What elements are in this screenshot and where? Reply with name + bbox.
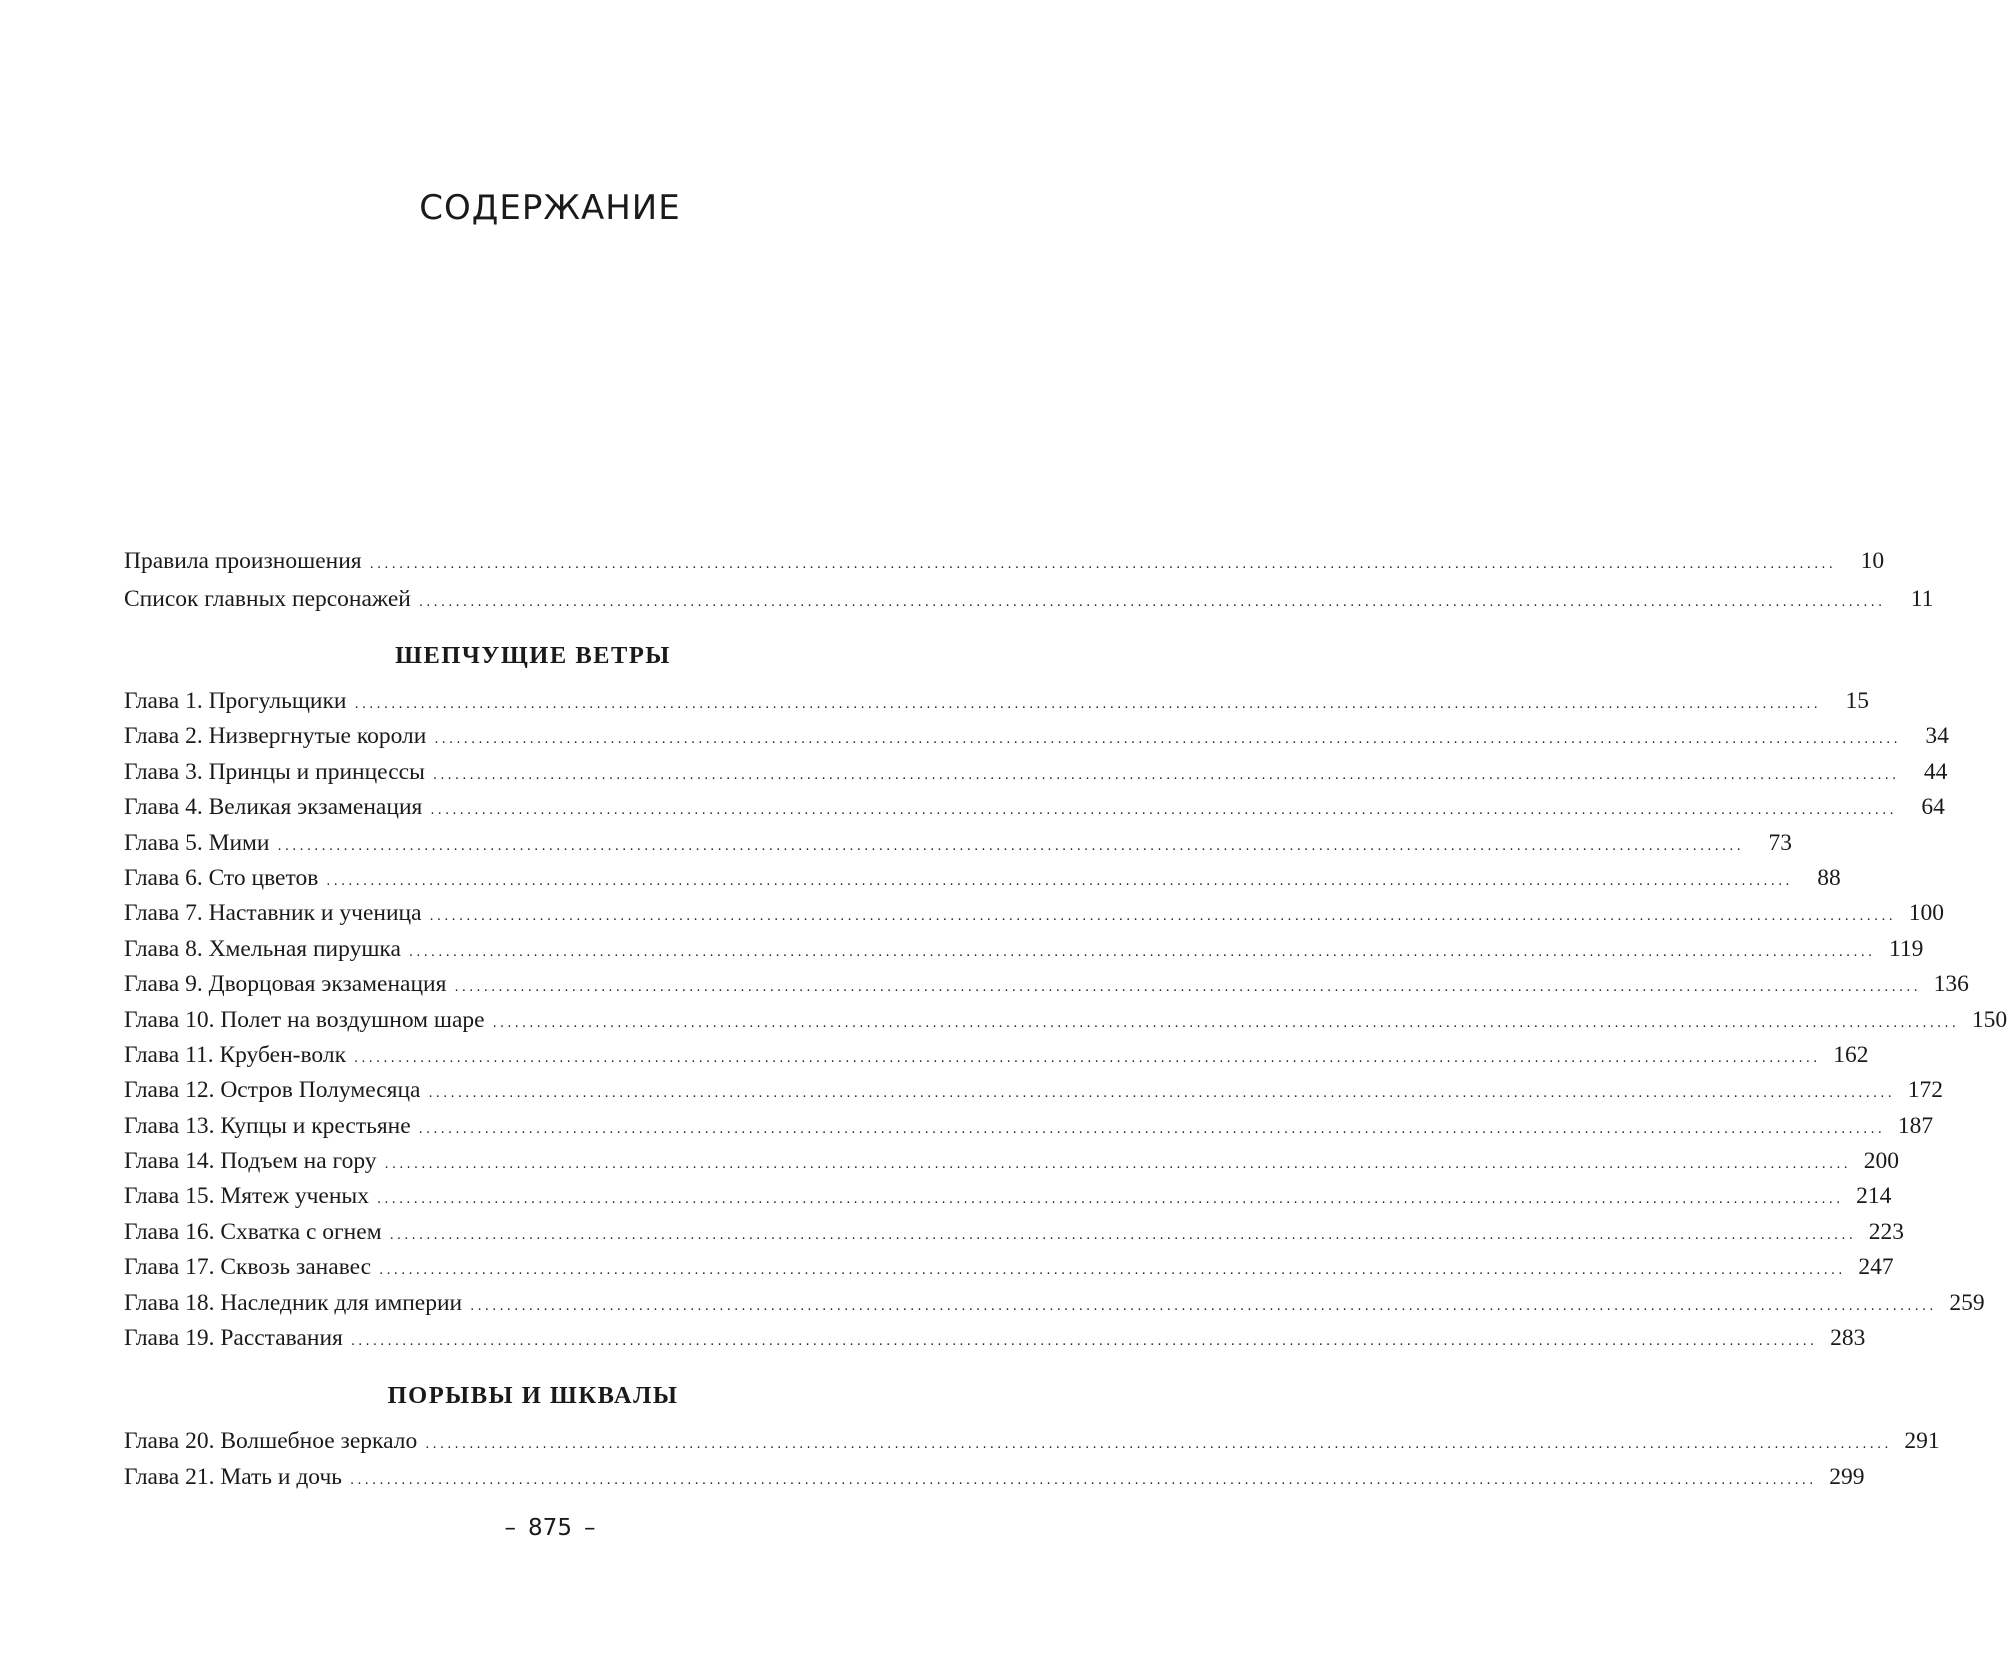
toc-entry-page: 299 xyxy=(1829,1463,1865,1490)
part-heading-whispering-winds: ШЕПЧУЩИЕ ВЕТРЫ xyxy=(395,642,671,669)
toc-entry[interactable] xyxy=(124,1424,1940,1459)
dot-leader: ........................................................................................................................................................................................................ xyxy=(432,767,1900,783)
toc-entry-title: Глава 19. Расставания xyxy=(124,1325,343,1352)
toc-entry[interactable] xyxy=(124,1321,1866,1356)
toc-entry[interactable] xyxy=(124,1109,1934,1144)
toc-entry-page: 73 xyxy=(1768,829,1792,856)
dot-leader: ........................................................................................................................................................................................................ xyxy=(434,732,1901,748)
toc-entry-page: 200 xyxy=(1863,1148,1899,1175)
dot-leader: ........................................................................................................................................................................................................ xyxy=(350,1334,1818,1350)
toc-entry-title: Глава 3. Принцы и принцессы xyxy=(124,758,425,785)
toc-entry[interactable] xyxy=(124,719,1949,754)
toc-entry-page: 259 xyxy=(1949,1289,1985,1316)
dot-leader: ........................................................................................................................................................................................................ xyxy=(349,1472,1817,1488)
dot-leader: ........................................................................................................................................................................................................ xyxy=(454,980,1921,996)
dot-leader: ........................................................................................................................................................................................................ xyxy=(369,557,1837,572)
toc-entry-page: 136 xyxy=(1933,971,1969,998)
table-of-contents xyxy=(124,542,2007,1495)
toc-entry[interactable] xyxy=(124,1460,1865,1495)
dot-leader: ........................................................................................................................................................................................................ xyxy=(379,1263,1846,1279)
dot-leader: ........................................................................................................................................................................................................ xyxy=(389,1227,1857,1243)
toc-entry-title: Глава 13. Купцы и крестьяне xyxy=(124,1112,411,1139)
toc-entry[interactable] xyxy=(124,932,1924,967)
toc-entry-title: Правила произношения xyxy=(124,548,362,574)
toc-entry-page: 10 xyxy=(1860,548,1885,574)
toc-entry-characters[interactable] xyxy=(124,580,1934,618)
toc-entry-title: Глава 17. Сквозь занавес xyxy=(124,1254,372,1281)
part-one-chapter-list xyxy=(124,684,2007,1356)
dot-leader: ........................................................................................................................................................................................................ xyxy=(418,1121,1886,1137)
toc-entry-page: 44 xyxy=(1923,758,1948,785)
dot-leader: ........................................................................................................................................................................................................ xyxy=(492,1015,1960,1031)
toc-entry-page: 64 xyxy=(1921,794,1945,821)
toc-entry-page: 187 xyxy=(1897,1112,1934,1139)
toc-entry-title: Глава 18. Наследник для империи xyxy=(124,1289,463,1316)
toc-entry[interactable] xyxy=(124,1003,2007,1038)
toc-entry-page: 291 xyxy=(1904,1428,1940,1455)
toc-entry-page: 34 xyxy=(1925,723,1949,750)
dot-leader: ........................................................................................................................................................................................................ xyxy=(354,697,1821,712)
toc-entry-page: 283 xyxy=(1830,1325,1866,1352)
toc-entry-title: Глава 1. Прогульщики xyxy=(124,688,347,714)
toc-entry-page: 162 xyxy=(1833,1041,1869,1068)
toc-entry-title: Глава 16. Схватка с огнем xyxy=(124,1218,382,1245)
folio-dash-right: – xyxy=(583,1515,596,1541)
toc-entry-page: 172 xyxy=(1907,1077,1943,1104)
dot-leader: ........................................................................................................................................................................................................ xyxy=(354,1050,1821,1066)
dot-leader: ........................................................................................................................................................................................................ xyxy=(429,909,1897,925)
toc-entry-title: Глава 20. Волшебное зеркало xyxy=(124,1428,418,1455)
dot-leader: ........................................................................................................................................................................................................ xyxy=(277,838,1744,854)
page-number xyxy=(0,1515,1100,1541)
toc-entry-page: 150 xyxy=(1971,1006,2007,1033)
toc-entry-title: Глава 6. Сто цветов xyxy=(124,864,319,891)
toc-entry[interactable] xyxy=(124,1286,1985,1321)
toc-entry-page: 247 xyxy=(1858,1254,1894,1281)
toc-entry-title: Глава 11. Крубен-волк xyxy=(124,1041,346,1068)
toc-entry[interactable] xyxy=(124,1144,1899,1179)
toc-entry[interactable] xyxy=(124,967,1969,1002)
toc-entry[interactable] xyxy=(124,861,1841,896)
toc-entry-page: 223 xyxy=(1868,1218,1905,1245)
toc-entry[interactable] xyxy=(124,1038,1869,1073)
toc-entry-title: Список главных персонажей xyxy=(124,586,411,612)
dot-leader: ........................................................................................................................................................................................................ xyxy=(384,1157,1851,1173)
toc-entry[interactable] xyxy=(124,1215,1905,1250)
toc-entry[interactable] xyxy=(124,1179,1892,1214)
dot-leader: ........................................................................................................................................................................................................ xyxy=(376,1192,1844,1208)
dot-leader: ........................................................................................................................................................................................................ xyxy=(418,595,1886,610)
toc-entry-title: Глава 8. Хмельная пирушка xyxy=(124,935,401,962)
dot-leader: ........................................................................................................................................................................................................ xyxy=(425,1437,1892,1453)
folio-dash-left: – xyxy=(504,1515,517,1541)
toc-entry-page: 214 xyxy=(1856,1183,1892,1210)
toc-entry-title: Глава 15. Мятеж ученых xyxy=(124,1183,369,1210)
toc-entry[interactable] xyxy=(124,826,1792,861)
toc-entry-title: Глава 7. Наставник и ученица xyxy=(124,900,422,927)
toc-entry-title: Глава 10. Полет на воздушном шаре xyxy=(124,1006,485,1033)
page-number-value: 875 xyxy=(528,1515,572,1541)
toc-entry-page: 119 xyxy=(1888,935,1924,962)
toc-entry-page: 15 xyxy=(1845,688,1869,714)
toc-entry-title: Глава 9. Дворцовая экзаменация xyxy=(124,971,447,998)
toc-entry-title: Глава 2. Низвергнутые короли xyxy=(124,723,427,750)
part-heading-gusts-and-squalls: ПОРЫВЫ И ШКВАЛЫ xyxy=(387,1382,679,1410)
toc-entry[interactable] xyxy=(124,790,1945,825)
toc-entry[interactable] xyxy=(124,1073,1943,1108)
dot-leader: ........................................................................................................................................................................................................ xyxy=(430,803,1897,819)
dot-leader: ........................................................................................................................................................................................................ xyxy=(326,873,1793,889)
dot-leader: ........................................................................................................................................................................................................ xyxy=(470,1298,1937,1314)
dot-leader: ........................................................................................................................................................................................................ xyxy=(408,944,1876,960)
toc-entry[interactable] xyxy=(124,684,1869,719)
toc-entry-title: Глава 14. Подъем на гору xyxy=(124,1148,377,1175)
dot-leader: ........................................................................................................................................................................................................ xyxy=(428,1086,1895,1102)
part-two-chapter-list xyxy=(124,1424,1940,1495)
toc-entry[interactable] xyxy=(124,896,1945,931)
toc-entry[interactable] xyxy=(124,1250,1894,1285)
toc-entry-page: 11 xyxy=(1910,586,1934,612)
toc-entry-title: Глава 12. Остров Полумесяца xyxy=(124,1077,421,1104)
toc-entry[interactable] xyxy=(124,755,1948,790)
toc-entry-page: 100 xyxy=(1908,900,1945,927)
toc-entry-page: 88 xyxy=(1817,864,1841,891)
toc-entry-title: Глава 21. Мать и дочь xyxy=(124,1463,342,1490)
toc-entry-pronunciation[interactable] xyxy=(124,542,1885,580)
page-title: СОДЕРЖАНИЕ xyxy=(419,188,681,228)
toc-entry-title: Глава 5. Мими xyxy=(124,829,270,856)
toc-entry-title: Глава 4. Великая экзаменация xyxy=(124,794,423,821)
